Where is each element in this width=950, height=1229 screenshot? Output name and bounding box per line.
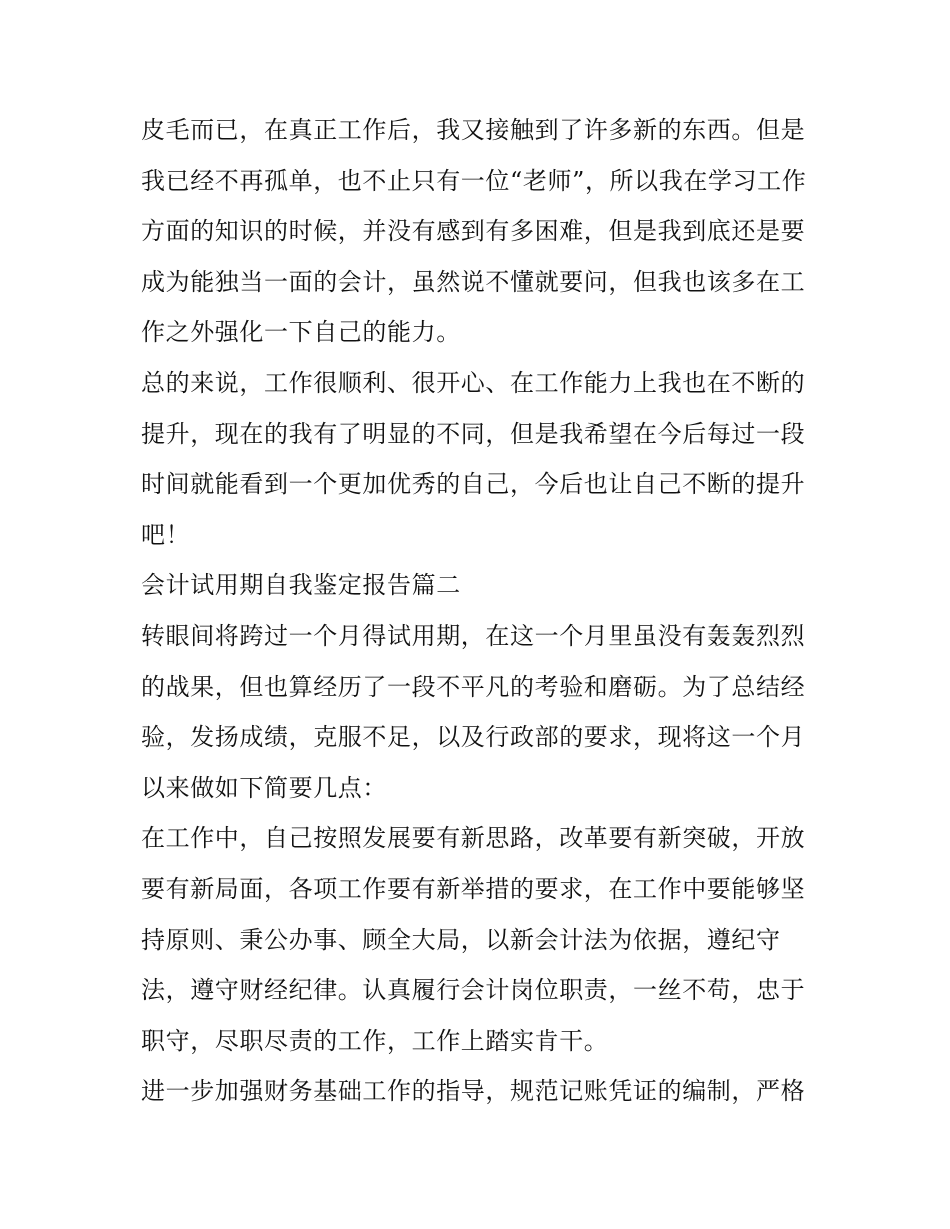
text-line: 总的来说，工作很顺利、很开心、在工作能力上我也在不断的: [141, 368, 806, 397]
text-line: 作之外强化一下自己的能力。: [141, 318, 461, 347]
section-heading: 会计试用期自我鉴定报告篇二: [141, 571, 461, 600]
text-line: 法，遵守财经纪律。认真履行会计岗位职责，一丝不苟，忠于: [141, 976, 806, 1005]
text-line: 方面的知识的时候，并没有感到有多困难，但是我到底还是要: [141, 217, 806, 246]
text-line: 的战果，但也算经历了一段不平凡的考验和磨砺。为了总结经: [141, 672, 806, 701]
text-line: 成为能独当一面的会计，虽然说不懂就要问，但我也该多在工: [141, 267, 806, 296]
text-line: 我已经不再孤单，也不止只有一位“老师”，所以我在学习工作: [141, 166, 807, 195]
text-line: 提升，现在的我有了明显的不同，但是我希望在今后每过一段: [141, 419, 806, 448]
document-body: [141, 105, 821, 1117]
text-line: 进一步加强财务基础工作的指导，规范记账凭证的编制，严格: [141, 1077, 806, 1106]
text-line: 皮毛而已，在真正工作后，我又接触到了许多新的东西。但是: [141, 116, 806, 144]
text-line: 验，发扬成绩，克服不足，以及行政部的要求，现将这一个月: [141, 723, 806, 752]
text-line: 以来做如下简要几点：: [141, 773, 387, 802]
text-line: 在工作中，自己按照发展要有新思路，改革要有新突破，开放: [141, 824, 806, 853]
text-line: 时间就能看到一个更加优秀的自己，今后也让自己不断的提升: [141, 470, 806, 499]
text-line: 持原则、秉公办事、顾全大局，以新会计法为依据，遵纪守: [141, 925, 781, 954]
text-line: 要有新局面，各项工作要有新举措的要求，在工作中要能够坚: [141, 874, 806, 903]
text-line: 吧！: [141, 520, 191, 549]
text-line: 职守，尽职尽责的工作，工作上踏实肯干。: [141, 1026, 609, 1055]
text-line: 转眼间将跨过一个月得试用期，在这一个月里虽没有轰轰烈烈: [141, 621, 806, 650]
